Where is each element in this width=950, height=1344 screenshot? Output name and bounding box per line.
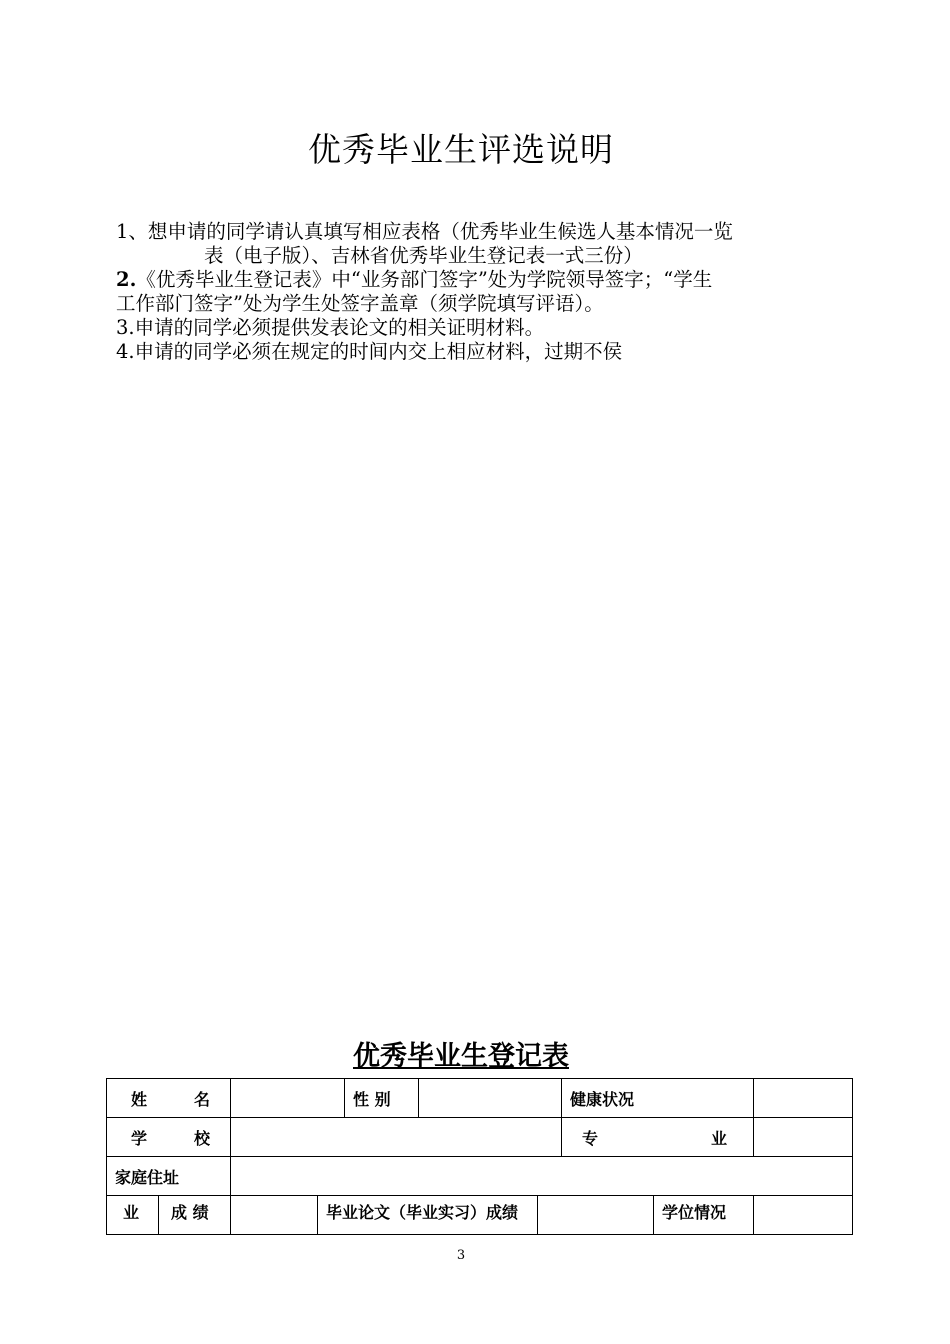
major-label-cell — [562, 1118, 754, 1157]
thesis-label: 毕业论文（毕业实习）成绩 — [318, 1196, 538, 1235]
instruction-1-line-2: 表（电子版）、吉林省优秀毕业生登记表一式三份） — [204, 244, 643, 267]
form-row-name — [107, 1079, 853, 1118]
gender-label: 性 别 — [345, 1079, 419, 1118]
form-row-grades — [107, 1196, 853, 1235]
address-field[interactable] — [231, 1157, 853, 1196]
health-field[interactable] — [754, 1079, 853, 1118]
instruction-4: 4.申请的同学必须在规定的时间内交上相应材料，过期不侯 — [116, 340, 623, 363]
school-label-a: 学 — [131, 1128, 148, 1148]
school-field[interactable] — [231, 1118, 562, 1157]
name-label-cell — [107, 1079, 231, 1118]
health-label: 健康状况 — [562, 1079, 754, 1118]
degree-field[interactable] — [754, 1196, 853, 1235]
name-field[interactable] — [231, 1079, 345, 1118]
major-label-b: 业 — [710, 1128, 727, 1148]
instruction-2-line-1 — [116, 268, 816, 292]
school-label-b: 校 — [193, 1128, 210, 1148]
gender-field[interactable] — [419, 1079, 562, 1118]
instruction-3: 3.申请的同学必须提供发表论文的相关证明材料。 — [116, 316, 545, 339]
major-label-a: 专 — [582, 1128, 599, 1148]
thesis-field[interactable] — [538, 1196, 654, 1235]
name-label-a: 姓 — [131, 1089, 148, 1109]
instruction-2-number: 2. — [116, 268, 137, 291]
page-number: 3 — [456, 1248, 466, 1263]
grades-label: 成 绩 — [159, 1196, 231, 1235]
grades-field[interactable] — [231, 1196, 318, 1235]
instruction-2-line-2: 工作部门签字”处为学生处签字盖章（须学院填写评语）。 — [116, 292, 604, 315]
form-row-address — [107, 1157, 853, 1196]
form-title: 优秀毕业生登记表 — [353, 1041, 569, 1072]
instruction-1-line-1: 1、想申请的同学请认真填写相应表格（优秀毕业生候选人基本情况一览 — [116, 220, 733, 243]
major-field[interactable] — [754, 1118, 853, 1157]
registration-form-table — [106, 1078, 853, 1235]
instructions — [116, 220, 816, 364]
school-label-cell — [107, 1118, 231, 1157]
row4-col1-label: 业 — [107, 1196, 159, 1235]
degree-label: 学位情况 — [654, 1196, 754, 1235]
name-label-b: 名 — [193, 1089, 210, 1109]
page-title: 优秀毕业生评选说明 — [308, 130, 614, 169]
form-row-school — [107, 1118, 853, 1157]
address-label: 家庭住址 — [107, 1157, 231, 1196]
instruction-2-text: 《优秀毕业生登记表》中“业务部门签字”处为学院领导签字；“学生 — [136, 268, 713, 291]
